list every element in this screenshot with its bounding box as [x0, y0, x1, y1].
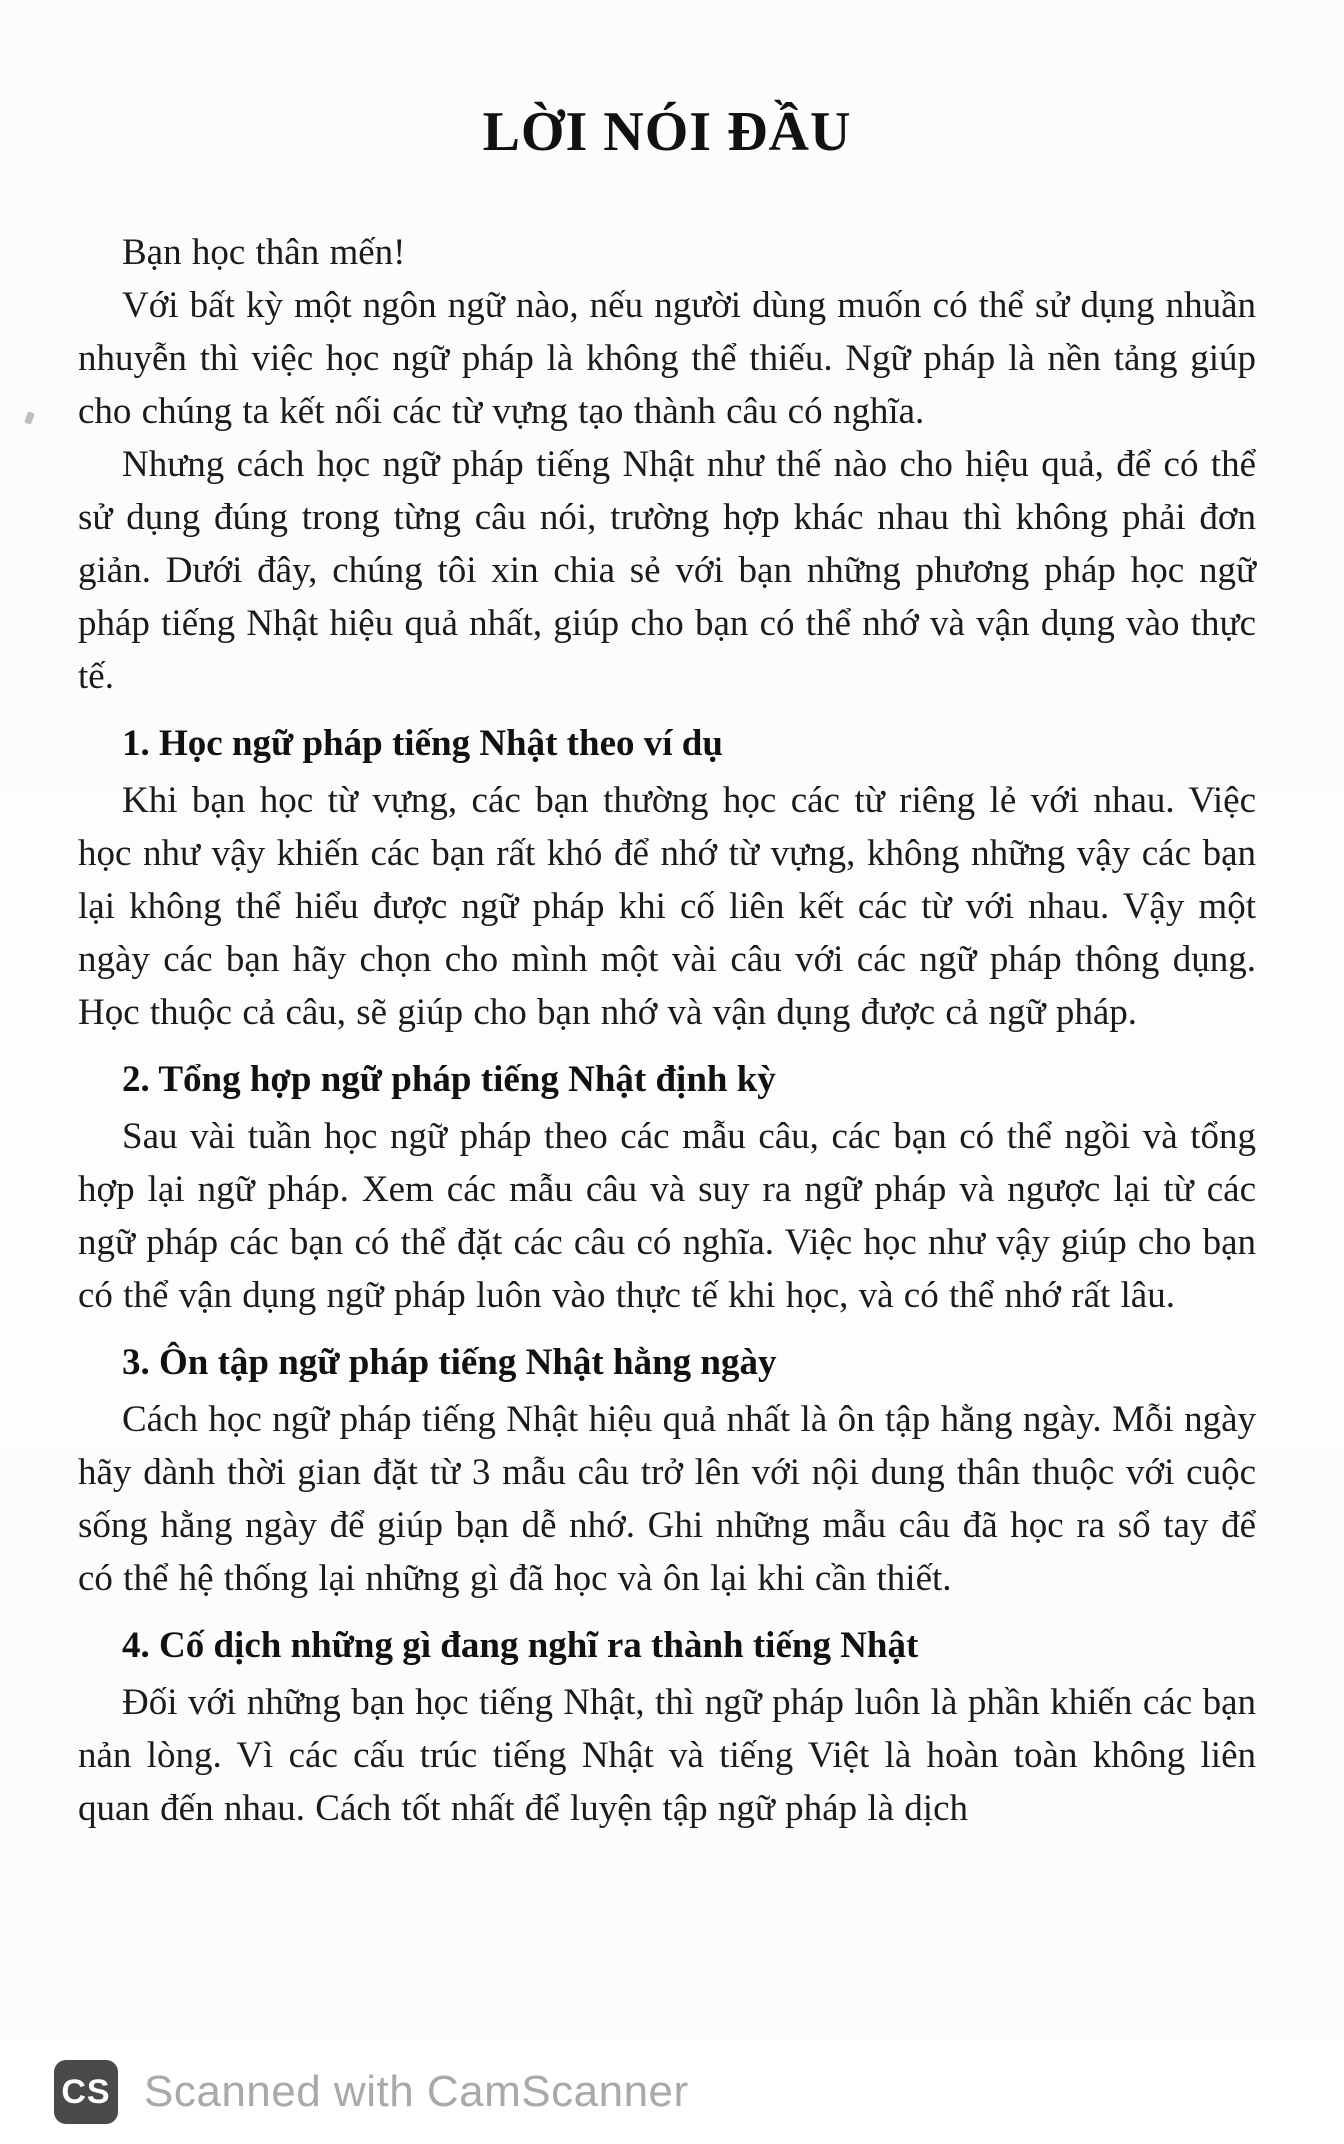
camscanner-watermark-label: Scanned with CamScanner	[144, 2067, 689, 2116]
page-title: LỜI NÓI ĐẦU	[482, 101, 852, 163]
section-2-heading: 2. Tổng hợp ngữ pháp tiếng Nhật định kỳ	[122, 1059, 776, 1100]
section-1-body: Khi bạn học từ vựng, các bạn thường học các từ riêng lẻ với nhau. Việc học như vậy khiến các bạn rất khó để nhớ từ vựng, không những vậy các bạn lại không thể hiểu được ngữ pháp khi cố liên kết các từ với nhau. Vậy một ngày các bạn hãy chọn cho mình một vài câu với các ngữ pháp thông dụng. Học thuộc cả câu, sẽ giúp cho bạn nhớ và vận dụng được cả ngữ pháp.	[78, 780, 1256, 1033]
section-3-body: Cách học ngữ pháp tiếng Nhật hiệu quả nhất là ôn tập hằng ngày. Mỗi ngày hãy dành thời gian đặt từ 3 mẫu câu trở lên với nội dung thân thuộc với cuộc sống hằng ngày để giúp bạn dễ nhớ. Ghi những mẫu câu đã học ra sổ tay để có thể hệ thống lại những gì đã học và ôn lại khi cần thiết.	[78, 1399, 1256, 1599]
camscanner-logo-icon: CS	[54, 2060, 118, 2124]
section-4-heading: 4. Cố dịch những gì đang nghĩ ra thành tiếng Nhật	[122, 1625, 919, 1666]
intro-paragraph-1: Với bất kỳ một ngôn ngữ nào, nếu người dùng muốn có thể sử dụng nhuần nhuyễn thì việc học ngữ pháp là không thể thiếu. Ngữ pháp là nền tảng giúp cho chúng ta kết nối các từ vựng tạo thành câu có nghĩa.	[78, 285, 1256, 432]
section-2-body: Sau vài tuần học ngữ pháp theo các mẫu câu, các bạn có thể ngồi và tổng hợp lại ngữ pháp. Xem các mẫu câu và suy ra ngữ pháp và ngược lại từ các ngữ pháp các bạn có thể đặt các câu có nghĩa. Việc học như vậy giúp cho bạn có thể vận dụng ngữ pháp luôn vào thực tế khi học, và có thể nhớ rất lâu.	[78, 1116, 1256, 1316]
section-4-body: Đối với những bạn học tiếng Nhật, thì ngữ pháp luôn là phần khiến các bạn nản lòng. Vì các cấu trúc tiếng Nhật và tiếng Việt là hoàn toàn không liên quan đến nhau. Cách tốt nhất để luyện tập ngữ pháp là dịch	[78, 1682, 1256, 1829]
section-1-heading: 1. Học ngữ pháp tiếng Nhật theo ví dụ	[122, 723, 723, 764]
section-3-heading: 3. Ôn tập ngữ pháp tiếng Nhật hằng ngày	[122, 1342, 777, 1383]
camscanner-watermark-bar	[0, 2040, 1344, 2144]
intro-paragraph-2: Nhưng cách học ngữ pháp tiếng Nhật như thế nào cho hiệu quả, để có thể sử dụng đúng trong từng câu nói, trường hợp khác nhau thì không phải đơn giản. Dưới đây, chúng tôi xin chia sẻ với bạn những phương pháp học ngữ pháp tiếng Nhật hiệu quả nhất, giúp cho bạn có thể nhớ và vận dụng vào thực tế.	[78, 444, 1256, 697]
intro-greeting-paragraph: Bạn học thân mến!	[122, 232, 406, 273]
